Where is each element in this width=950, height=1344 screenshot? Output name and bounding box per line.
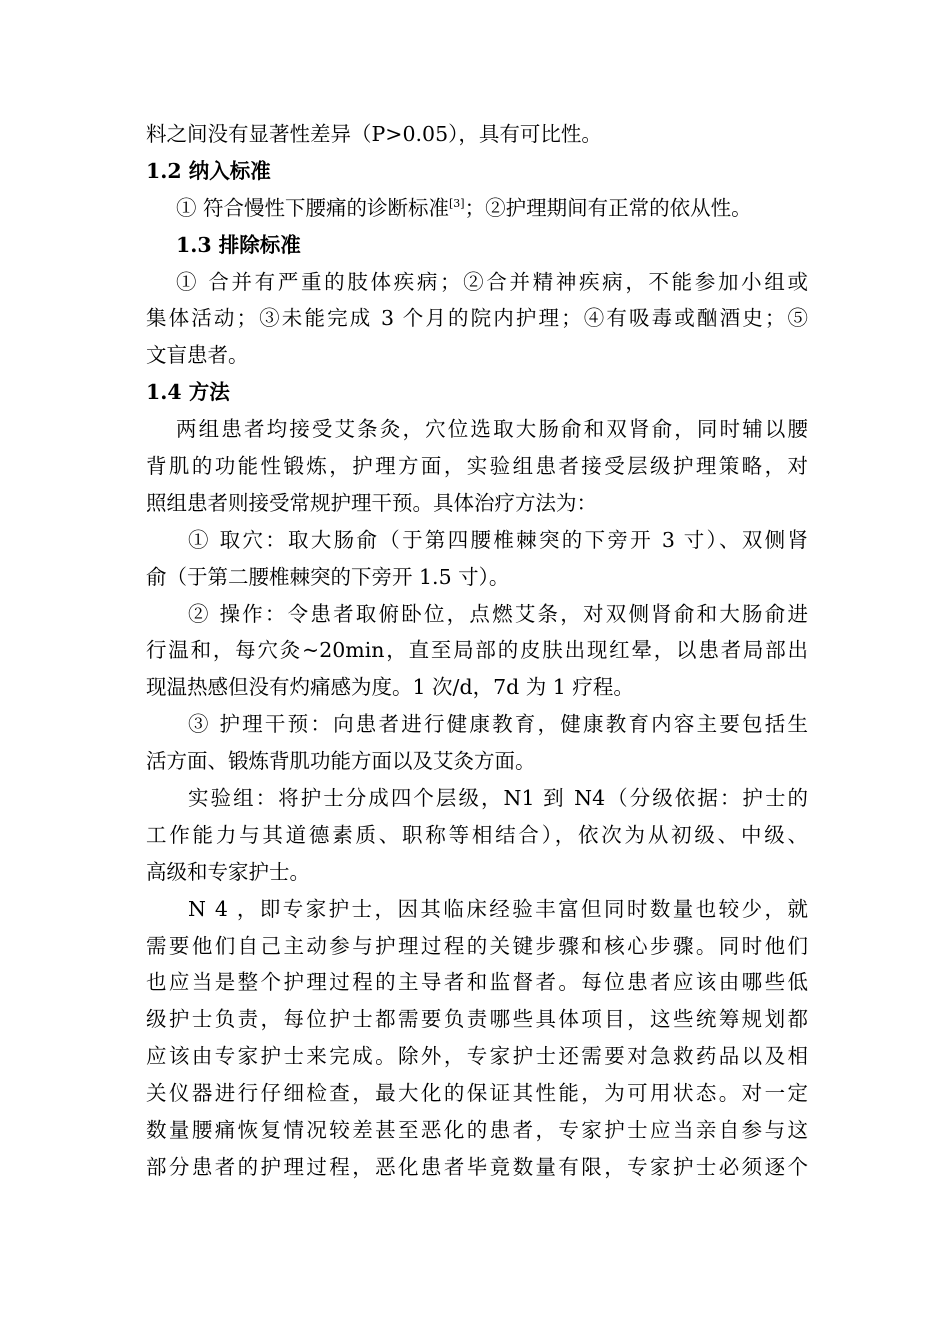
paragraph-line: 高级和专家护士。	[146, 859, 310, 884]
paragraph-line: 实验组：将护士分成四个层级，N1 到 N4（分级依据：护士的	[188, 786, 808, 811]
paragraph-line: 也应当是整个护理过程的主导者和监督者。每位患者应该由哪些低	[146, 970, 808, 995]
paragraph-line: 俞（于第二腰椎棘突的下旁开 1.5 寸）。	[146, 564, 510, 589]
paragraph-line: 关仪器进行仔细检查，最大化的保证其性能，为可用状态。对一定	[146, 1081, 808, 1106]
section-heading-1-2: 1.2 纳入标准	[146, 158, 271, 183]
section-heading-1-3: 1.3 排除标准	[176, 232, 301, 257]
paragraph-line: ① 合并有严重的肢体疾病；②合并精神疾病，不能参加小组或	[176, 269, 808, 294]
paragraph-line: 级护士负责，每位护士都需要负责哪些具体项目，这些统筹规划都	[146, 1007, 808, 1032]
inclusion-criterion-1: ① 符合慢性下腰痛的诊断标准	[176, 195, 450, 220]
paragraph-line: 两组患者均接受艾条灸，穴位选取大肠俞和双肾俞，同时辅以腰	[176, 417, 808, 442]
paragraph-line: 文盲患者。	[146, 343, 249, 368]
paragraph-line: 现温热感但没有灼痛感为度。1 次/d，7d 为 1 疗程。	[146, 675, 634, 700]
paragraph-line: 照组患者则接受常规护理干预。具体治疗方法为：	[146, 490, 597, 515]
paragraph-line: 数量腰痛恢复情况较差甚至恶化的患者，专家护士应当亲自参与这	[146, 1118, 808, 1143]
paragraph-line: 工作能力与其道德素质、职称等相结合），依次为从初级、中级、	[146, 822, 808, 847]
paragraph-line: ③ 护理干预：向患者进行健康教育，健康教育内容主要包括生	[188, 712, 808, 737]
citation-reference: [3]	[449, 196, 465, 210]
document-body	[146, 116, 808, 1186]
inclusion-criterion-2: ；②护理期间有正常的依从性。	[464, 195, 752, 220]
paragraph-line: 部分患者的护理过程，恶化患者毕竟数量有限，专家护士必须逐个	[146, 1154, 808, 1179]
paragraph-line: 应该由专家护士来完成。除外，专家护士还需要对急救药品以及相	[146, 1044, 808, 1069]
paragraph-line: 集体活动；③未能完成 3 个月的院内护理；④有吸毒或酗酒史；⑤	[146, 306, 808, 331]
paragraph-line: 需要他们自己主动参与护理过程的关键步骤和核心步骤。同时他们	[146, 933, 808, 958]
paragraph-line: 料之间没有显著性差异（P>0.05），具有可比性。	[146, 122, 602, 146]
paragraph-line	[146, 190, 808, 227]
paragraph-line: 行温和，每穴灸~20min，直至局部的皮肤出现红晕，以患者局部出	[146, 638, 808, 663]
section-heading-1-4: 1.4 方法	[146, 380, 230, 405]
paragraph-line: 活方面、锻炼背肌功能方面以及艾灸方面。	[146, 749, 536, 774]
paragraph-line: N 4 ，即专家护士，因其临床经验丰富但同时数量也较少，就	[188, 896, 808, 921]
paragraph-line: ① 取穴：取大肠俞（于第四腰椎棘突的下旁开 3 寸）、双侧肾	[188, 527, 808, 552]
paragraph-line: ② 操作：令患者取俯卧位，点燃艾条，对双侧肾俞和大肠俞进	[188, 601, 808, 626]
paragraph-line: 背肌的功能性锻炼，护理方面，实验组患者接受层级护理策略，对	[146, 454, 808, 479]
